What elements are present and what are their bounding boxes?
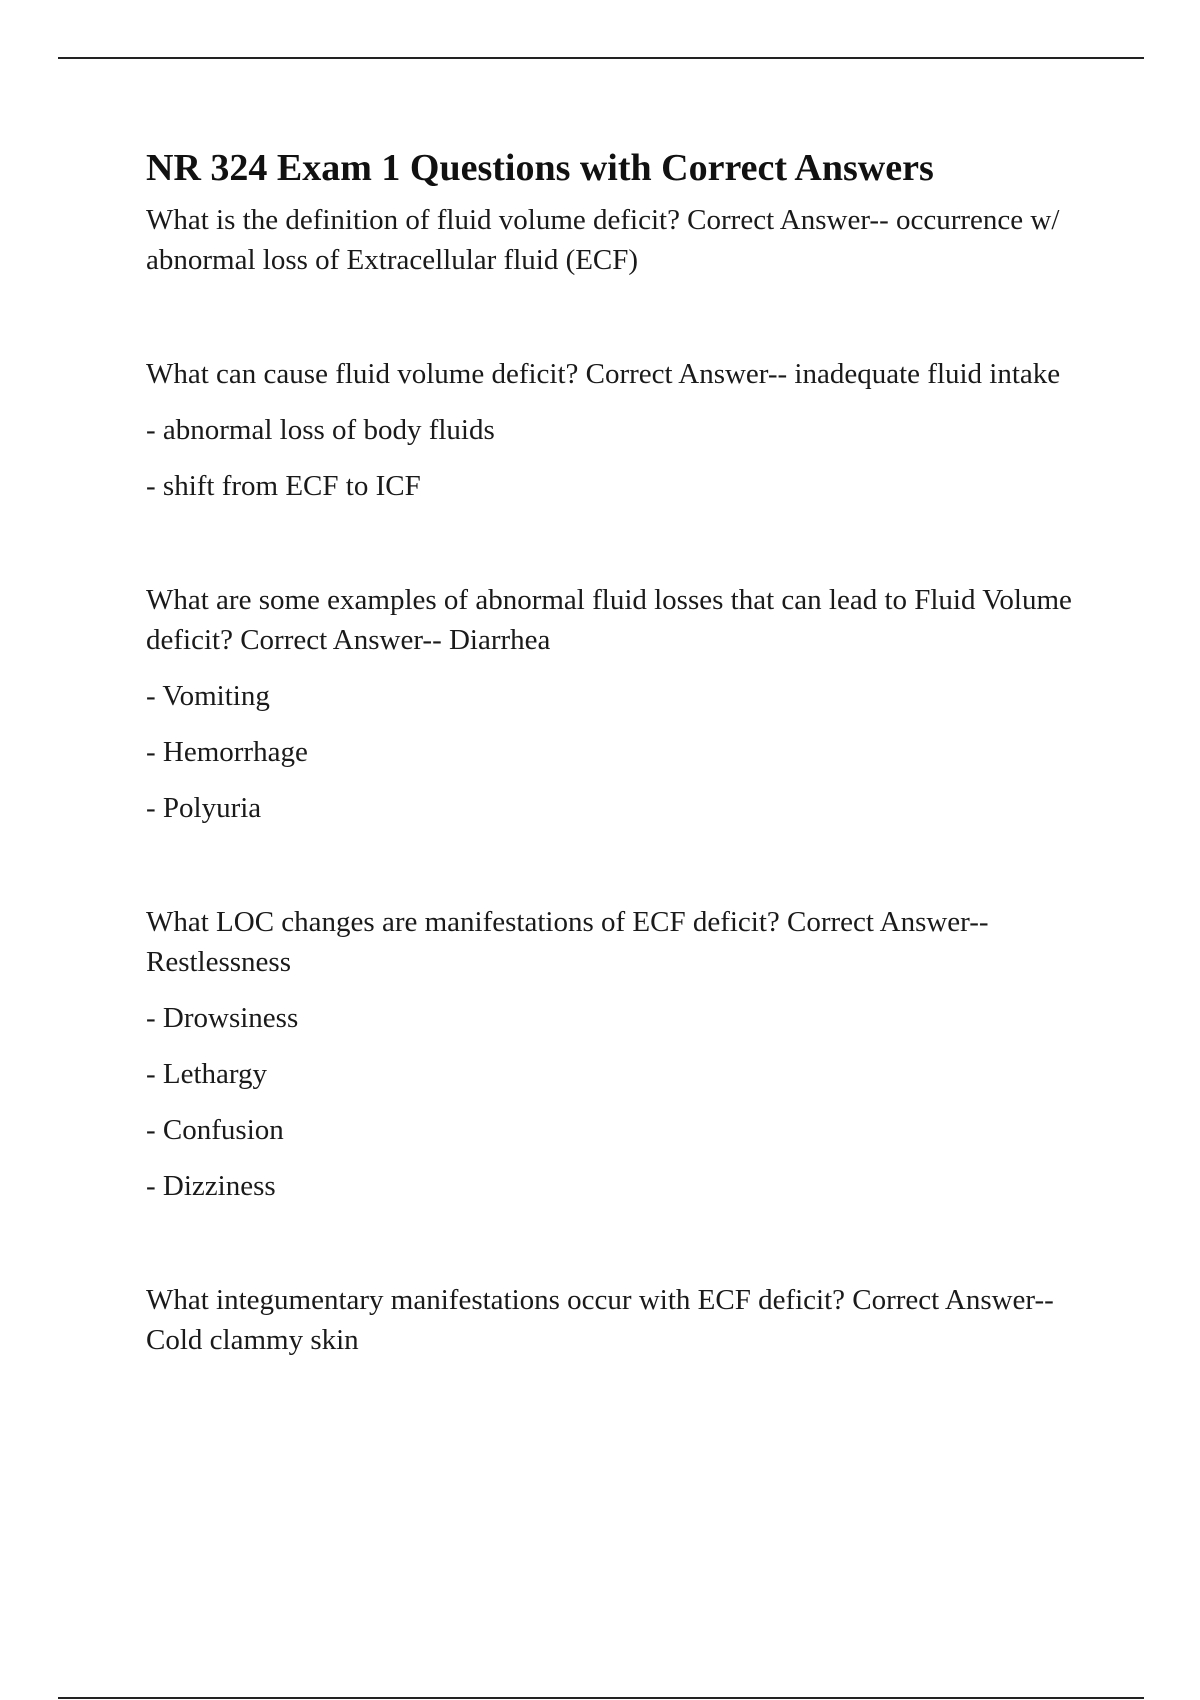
answer-bullet: - Dizziness [146, 1170, 276, 1202]
answer-bullet: - abnormal loss of body fluids [146, 414, 495, 446]
footer-rule [58, 1697, 1144, 1699]
document-body [146, 140, 1086, 1434]
qa-item-4 [146, 902, 1086, 1206]
qa-text: What can cause fluid volume deficit? Correct Answer-- inadequate fluid intake [146, 358, 1061, 390]
qa-item-3 [146, 580, 1086, 828]
answer-bullet: - Confusion [146, 1114, 284, 1146]
qa-text: What LOC changes are manifestations of ECF deficit? Correct Answer-- Restlessness [146, 906, 989, 978]
qa-text: What integumentary manifestations occur with ECF deficit? Correct Answer-- Cold clammy skin [146, 1284, 1054, 1356]
answer-bullet: - Lethargy [146, 1058, 268, 1090]
header-rule [58, 57, 1144, 59]
qa-item-2 [146, 354, 1086, 506]
qa-item-5 [146, 1280, 1086, 1360]
answer-bullet: - shift from ECF to ICF [146, 470, 421, 502]
qa-text: What is the definition of fluid volume deficit? Correct Answer-- occurrence w/ abnormal loss of Extracellular fluid (ECF) [146, 204, 1060, 276]
answer-bullet: - Vomiting [146, 680, 270, 712]
answer-bullet: - Drowsiness [146, 1002, 299, 1034]
answer-bullet: - Hemorrhage [146, 736, 308, 768]
qa-text: What are some examples of abnormal fluid losses that can lead to Fluid Volume deficit? Correct Answer-- Diarrhea [146, 584, 1072, 656]
document-title: NR 324 Exam 1 Questions with Correct Answers [146, 147, 934, 189]
answer-bullet: - Polyuria [146, 792, 262, 824]
qa-item-1 [146, 200, 1086, 280]
